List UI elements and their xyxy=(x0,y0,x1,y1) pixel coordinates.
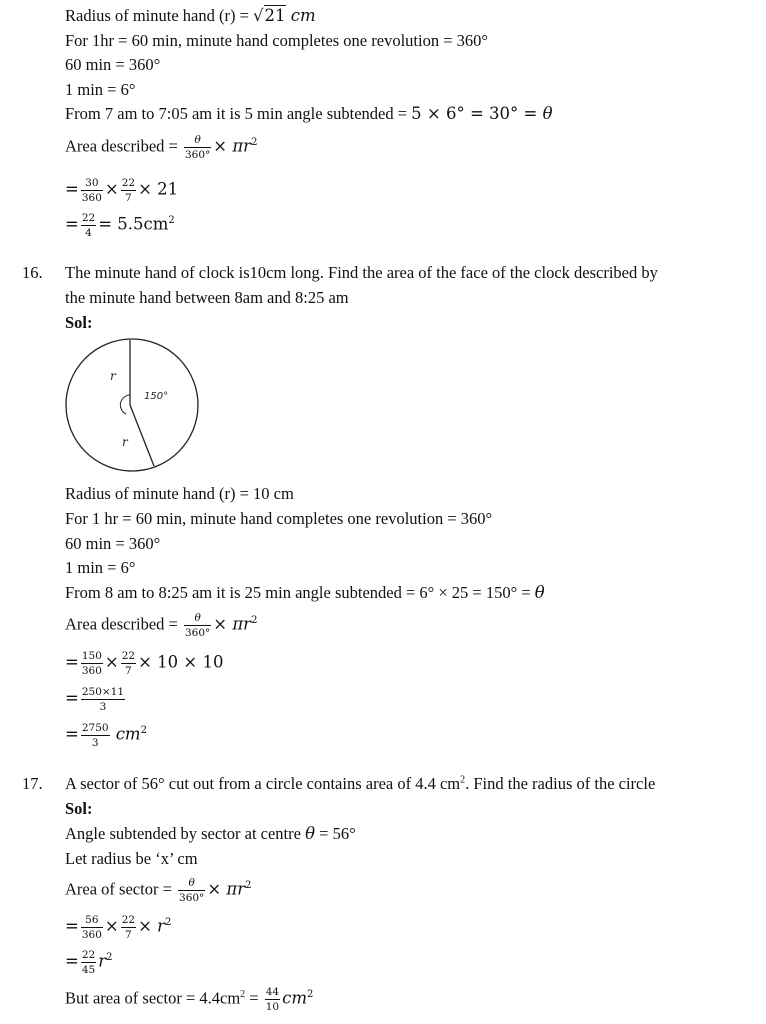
q16-step: = $\frac{250\times 11}{3}$ xyxy=(65,686,125,713)
top-area-formula: Area described = $\frac{\theta}{360^\circ}$ × $\pi r^2$ xyxy=(65,134,258,161)
q17-area-formula: Area of sector = $\frac{\theta}{360^\circ}$ × $\pi r^2$ xyxy=(65,877,252,904)
q16-question-line1: The minute hand of clock is10cm long. Find the area of the face of the clock described by xyxy=(65,263,658,282)
q17-sol-label: Sol: xyxy=(65,799,93,818)
radius-label-top: r xyxy=(110,369,116,383)
q16-1min-line: 1 min = 6° xyxy=(65,558,136,577)
top-radius-line xyxy=(65,6,316,26)
q16-substitution: = $\frac{150}{360}$ × $\frac{22}{7}$ × 10 × 10 xyxy=(65,650,224,677)
q16-sol-label: Sol: xyxy=(65,313,93,332)
q17-number: 17. xyxy=(22,774,43,793)
q16-result: = $\frac{2750}{3}$ $cm^2$ xyxy=(65,722,147,749)
q16-number: 16. xyxy=(22,263,43,282)
q17-area-given: But area of sector = $4.4cm^2$ = $\frac{44}{10}$ $cm^2$ xyxy=(65,986,314,1013)
q17-angle-line: Angle subtended by sector at centre θ = 56° xyxy=(65,824,356,843)
q16-area-formula: Area described = $\frac{\theta}{360^\circ}$ × $\pi r^2$ xyxy=(65,612,258,639)
fraction: $\frac{150}{360}$ xyxy=(81,650,102,677)
fraction: $\frac{22}{7}$ xyxy=(121,914,136,941)
top-1min-line: 1 min = 6° xyxy=(65,80,136,99)
angle-label: 150° xyxy=(144,391,169,402)
fraction: $\frac{\theta}{360^\circ}$ xyxy=(184,134,211,161)
fraction: $\frac{56}{360}$ xyxy=(81,914,102,941)
radius-label-bottom: r xyxy=(122,435,128,449)
q16-revolution-line: For 1 hr = 60 min, minute hand completes one revolution = 360° xyxy=(65,509,493,528)
q17-simplified: = $\frac{22}{45}$ $r^2$ xyxy=(65,949,113,976)
angle-arc xyxy=(120,395,130,414)
fraction: $\frac{2750}{3}$ xyxy=(81,722,109,749)
q16-radius-line: Radius of minute hand (r) = 10 cm xyxy=(65,484,294,503)
sqrt-expression: √21 xyxy=(253,6,286,25)
fraction: $\frac{22}{4}$ xyxy=(81,212,96,239)
q16-angle-line: From 8 am to 8:25 am it is 25 min angle subtended = 6° × 25 = 150° = θ xyxy=(65,583,545,602)
fraction: $\frac{250\times 11}{3}$ xyxy=(81,686,125,713)
q17-substitution: = $\frac{56}{360}$ × $\frac{22}{7}$ × $r^2$ xyxy=(65,914,172,941)
q16-60min-line: 60 min = 360° xyxy=(65,534,161,553)
top-substitution: = $\frac{30}{360}$ × $\frac{22}{7}$ × 21 xyxy=(65,177,179,204)
q16-question-line2: the minute hand between 8am and 8:25 am xyxy=(65,288,349,307)
fraction: $\frac{44}{10}$ xyxy=(265,986,280,1013)
radius-line-5 xyxy=(130,405,154,466)
text: Radius of minute hand (r) = xyxy=(65,6,254,25)
q17-question: A sector of 56° cut out from a circle contains area of 4.4 $cm^2$. Find the radius of the circle xyxy=(65,774,656,793)
q17-let-radius: Let radius be ‘x’ cm xyxy=(65,849,198,868)
top-angle-line: From 7 am to 7:05 am it is 5 min angle subtended = 5 × 6° = 30° = θ xyxy=(65,104,553,123)
fraction: $\frac{\theta}{360^\circ}$ xyxy=(184,612,211,639)
top-60min-line: 60 min = 360° xyxy=(65,55,161,74)
fraction: $\frac{30}{360}$ xyxy=(81,177,102,204)
top-result: = $\frac{22}{4}$ = $5.5cm^2$ xyxy=(65,212,175,239)
fraction: $\frac{22}{45}$ xyxy=(81,949,96,976)
fraction: $\frac{22}{7}$ xyxy=(121,650,136,677)
fraction: $\frac{22}{7}$ xyxy=(121,177,136,204)
top-revolution-line: For 1hr = 60 min, minute hand completes one revolution = 360° xyxy=(65,31,488,50)
fraction: $\frac{\theta}{360^\circ}$ xyxy=(179,877,205,904)
unit: cm xyxy=(285,6,316,25)
clock-circle xyxy=(66,339,198,471)
clock-diagram xyxy=(64,338,204,478)
